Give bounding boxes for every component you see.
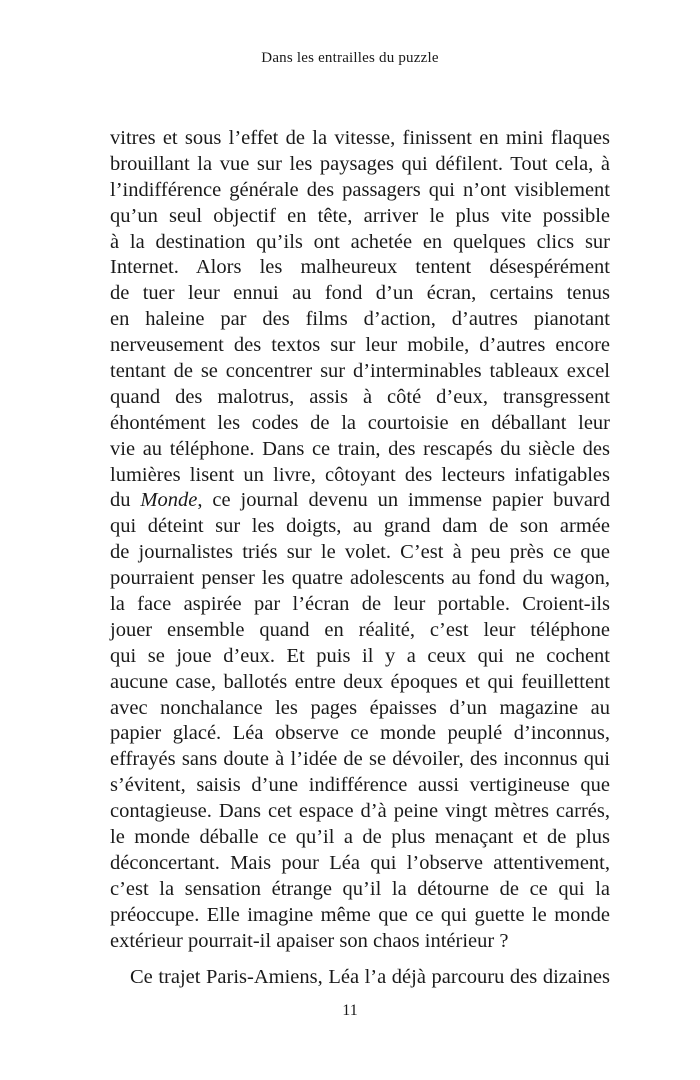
text-line: le monde déballe ce qu’il a de plus menaçant et de plus bbox=[110, 826, 610, 849]
text-line: la face aspirée par l’écran de leur portable. Croient-ils bbox=[110, 593, 610, 616]
text-line: Internet. Alors les malheureux tentent désespérément bbox=[110, 256, 610, 279]
text-line: pourraient penser les quatre adolescents au fond du wagon, bbox=[110, 567, 610, 590]
text-line: de journalistes triés sur le volet. C’est à peu près ce que bbox=[110, 541, 610, 564]
text-fragment: , ce journal devenu un immense papier buvard bbox=[197, 489, 611, 512]
text-line-with-italic bbox=[110, 488, 610, 514]
text-line: brouillant la vue sur les paysages qui défilent. Tout cela, à bbox=[110, 152, 610, 175]
text-line: à la destination qu’ils ont achetée en quelques clics sur bbox=[110, 230, 610, 253]
text-line: aucune case, ballotés entre deux époques et qui feuillettent bbox=[110, 670, 610, 693]
text-line: Ce trajet Paris-Amiens, Léa l’a déjà parcouru des dizaines bbox=[130, 965, 610, 988]
text-line: vie au téléphone. Dans ce train, des rescapés du siècle des bbox=[110, 437, 610, 460]
text-line: vitres et sous l’effet de la vitesse, finissent en mini flaques bbox=[110, 127, 610, 149]
text-line: lumières lisent un livre, côtoyant des lecteurs infatigables bbox=[110, 463, 610, 486]
text-line: l’indifférence générale des passagers qui n’ont visiblement bbox=[110, 178, 610, 201]
text-line: nerveusement des textos sur leur mobile, d’autres encore bbox=[110, 334, 610, 357]
italic-title: Monde bbox=[140, 489, 198, 512]
text-line: effrayés sans doute à l’idée de se dévoiler, des inconnus qui bbox=[110, 748, 610, 771]
paragraph-gap bbox=[110, 955, 610, 965]
running-head: Dans les entrailles du puzzle bbox=[261, 50, 439, 66]
text-line: quand des malotrus, assis à côté d’eux, transgressent bbox=[110, 385, 610, 408]
paragraph bbox=[110, 126, 610, 955]
text-line: avec nonchalance les pages épaisses d’un magazine au bbox=[110, 696, 610, 719]
text-line: déconcertant. Mais pour Léa qui l’observe attentivement, bbox=[110, 851, 610, 874]
text-line: de tuer leur ennui au fond d’un écran, certains tenus bbox=[110, 282, 610, 305]
text-line: c’est la sensation étrange qu’il la détourne de ce qui la bbox=[110, 877, 610, 900]
body-text bbox=[110, 126, 610, 990]
paragraph bbox=[110, 965, 610, 991]
text-line: éhontément les codes de la courtoisie en déballant leur bbox=[110, 411, 610, 434]
page-number: 11 bbox=[342, 1002, 358, 1019]
text-line: qu’un seul objectif en tête, arriver le plus vite possible bbox=[110, 204, 610, 227]
text-line: qui déteint sur les doigts, au grand dam de son armée bbox=[110, 515, 610, 538]
text-line: tentant de se concentrer sur d’interminables tableaux excel bbox=[110, 360, 610, 383]
text-line: qui se joue d’eux. Et puis il y a ceux qui ne cochent bbox=[110, 644, 610, 667]
text-fragment: du bbox=[110, 489, 141, 512]
text-line: préoccupe. Elle imagine même que ce qui guette le monde bbox=[110, 903, 610, 926]
text-line: papier glacé. Léa observe ce monde peuplé d’inconnus, bbox=[110, 722, 610, 745]
text-line: s’évitent, saisis d’une indifférence aussi vertigineuse que bbox=[110, 774, 610, 797]
text-line: extérieur pourrait-il apaiser son chaos intérieur ? bbox=[110, 929, 509, 952]
text-line: contagieuse. Dans cet espace d’à peine vingt mètres carrés, bbox=[110, 800, 610, 823]
text-line: en haleine par des films d’action, d’autres pianotant bbox=[110, 308, 610, 331]
text-line: jouer ensemble quand en réalité, c’est leur téléphone bbox=[110, 618, 610, 641]
